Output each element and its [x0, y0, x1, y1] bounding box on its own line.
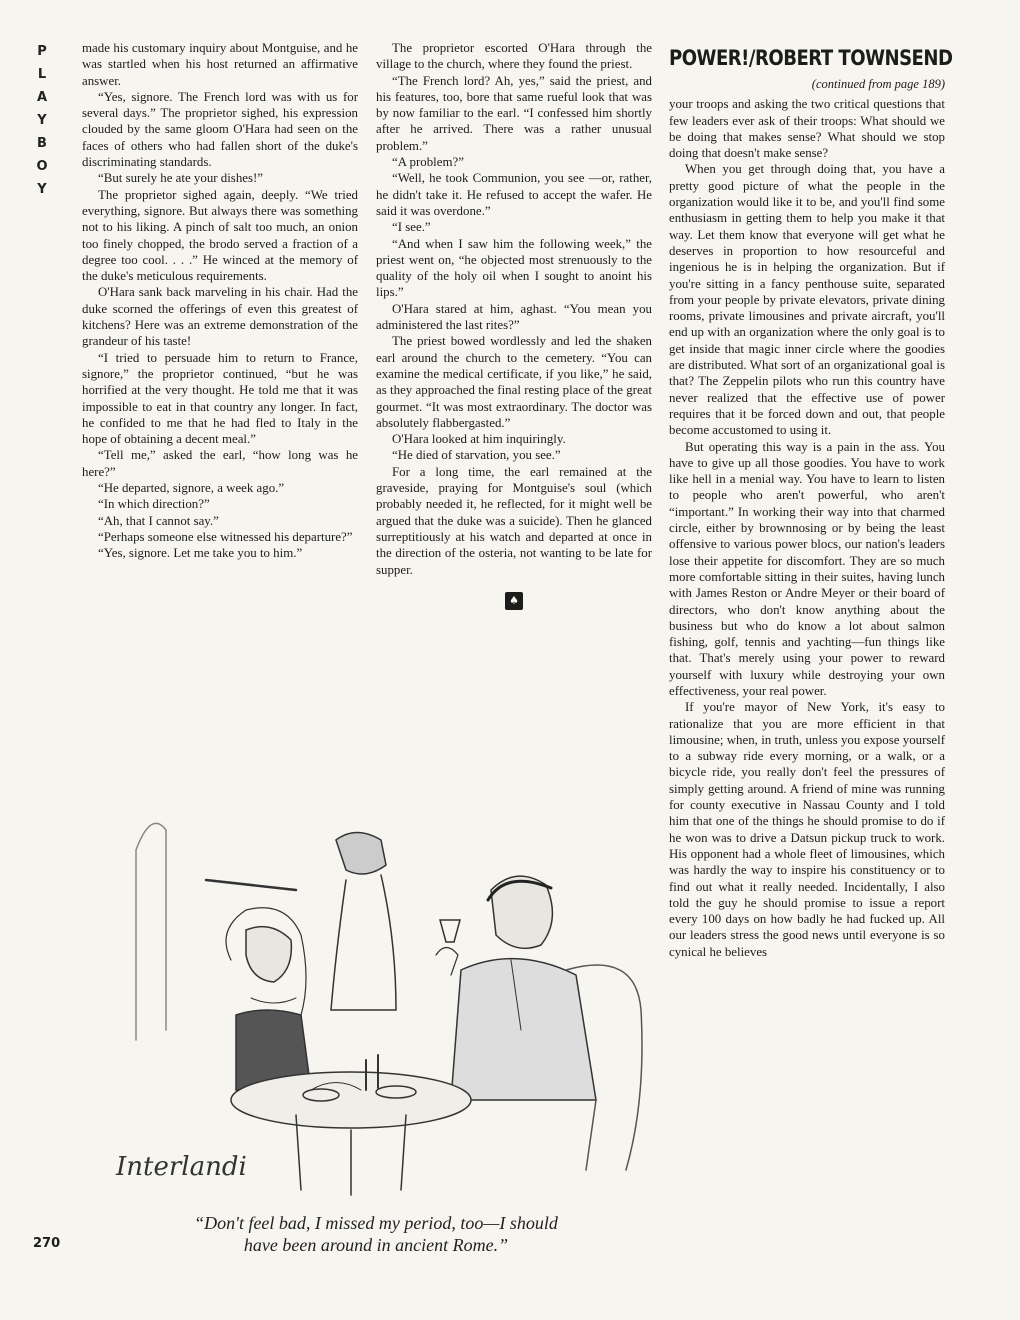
masthead-letter: O: [36, 159, 48, 174]
paragraph: If you're mayor of New York, it's easy to rationalize that you are more efficient in that limousine; when, in truth, unless you expose yourself to a subway ride every morning, or a walk, or a bicycle ride, you really don't feel the pressures of simply getting around. A friend of mine was running for county executive in Nassau County and I told him that one of the things he should promise to do if he won was to drive a Datsun pickup truck to work. His opponent had a whole fleet of limousines, which was hardly the way to inspire his constituency or to find out what it really needed. Incidentally, I also told the guy he should promise to issue a report every 100 days on how badly he had fucked up. All our leaders stress the good news until everyone is so cynical he believes: [669, 700, 945, 959]
paragraph: “Tell me,” asked the earl, “how long was he here?”: [82, 448, 358, 479]
paragraph: “I see.”: [392, 220, 431, 235]
masthead: [30, 40, 54, 201]
page-number: 270: [33, 1236, 61, 1251]
masthead-letter: Y: [37, 113, 47, 128]
story-column-1: [82, 40, 358, 562]
paragraph: For a long time, the earl remained at the graveside, praying for Montguise's soul (which probably needed it, he reflected, for it might well be argued that the duke was a suicide). Then he glanced surreptitiously at his watch and departed at once in the direction of the osteria, not wanting to be late for supper.: [376, 464, 652, 577]
masthead-letter: L: [37, 67, 47, 82]
paragraph: your troops and asking the two critical questions that few leaders ever ask of their troops: What should we be doing that makes sense? What should we stop doing that doesn't make sense?: [669, 97, 945, 161]
paragraph: “In which direction?”: [98, 497, 210, 512]
paragraph: When you get through doing that, you have a pretty good picture of what the people in the organization would like it to be, and you'll find some enthusiasm in getting them to help you make it that way. Let them know that everyone will get what he deserves in proportion to how resourceful and ingenious he is in helping the organization. But if you're sitting in a fancy penthouse suite, separated from your people by private elevators, private dining rooms, private limousines and private aircraft, you'll end up with an organization where the only goal is to get inside that magic inner circle where the goodies are distributed. What sort of an organizational goal is that? The Zeppelin pilots who run this country have never realized that the effective use of power requires that it be forced down and out, that people become accustomed to using it.: [669, 162, 945, 438]
story-column-2: [376, 40, 652, 610]
paragraph: The priest bowed wordlessly and led the shaken earl around the church to the cemetery. “You can examine the medical certificate, if you like,” he said, as they approached the final resting place of the great gourmet. “It was most extraordinary. The doctor was absolutely flabbergasted.”: [376, 334, 652, 430]
paragraph: “He died of starvation, you see.”: [392, 448, 561, 463]
paragraph: The proprietor escorted O'Hara through the village to the church, where they found the priest.: [376, 41, 652, 72]
paragraph: “But surely he ate your dishes!”: [98, 171, 264, 186]
paragraph: “I tried to persuade him to return to France, signore,” the proprietor continued, “but he was horrified at the very thought. He told me that it was impossible to eat in that country any longer. In fact, he confided to me that he had fled to Italy in the hope of obtaining a decent meal.”: [82, 350, 358, 447]
masthead-letter: A: [36, 90, 48, 105]
article-headline: POWER!/ROBERT TOWNSEND: [669, 46, 953, 70]
paragraph: “The French lord? Ah, yes,” said the priest, and his features, too, bore that same rueful look that was by now familiar to the earl. “I confessed him shortly after he arrived. There was a rather unusual problem.”: [376, 73, 652, 153]
paragraph: O'Hara looked at him inquiringly.: [392, 432, 566, 447]
paragraph: made his customary inquiry about Montguise, and he was startled when his host returned an affirmative answer.: [82, 41, 358, 88]
paragraph: O'Hara stared at him, aghast. “You mean you administered the last rites?”: [376, 301, 652, 333]
article-column: [669, 44, 953, 960]
continued-line: (continued from page 189): [811, 77, 945, 91]
paragraph: “Ah, that I cannot say.”: [98, 513, 219, 528]
caption-line: “Don't feel bad, I missed my period, too—I should: [194, 1213, 558, 1233]
paragraph: “He departed, signore, a week ago.”: [98, 481, 285, 496]
end-mark-icon: ♠: [505, 592, 523, 610]
cartoon-caption: [96, 1212, 656, 1256]
paragraph: “Well, he took Communion, you see —or, rather, he didn't take it. He refused to accept the wafer. He said it was overdone.”: [376, 171, 652, 218]
masthead-letter: Y: [37, 182, 47, 197]
paragraph: But operating this way is a pain in the ass. You have to give up all those goodies. You have to work like hell in a menial way. You have to learn to listen to people who aren't powerful, who aren't “important.” In working their way into that charmed circle, either by brownnosing or by being the least offensive to various power blocs, our nation's leaders lose their appetite for discomfort. They are so much more comfortable sitting in their suites, having lunch with James Reston or Andre Meyer or their board of directors, who don't know anything about the business but who do know a lot about salmon fishing, golf, tennis and yachting—fun things like that. That's merely using your power to reward yourself with luxury while destroying your own effectiveness, your real power.: [669, 439, 945, 698]
paragraph: The proprietor sighed again, deeply. “We tried everything, signore. But always there was something not to his liking. A pinch of salt too much, an onion too finely chopped, the brodo served a fraction of a degree too cool. . . .” He winced at the memory of the duke's meticulous requirements.: [82, 187, 358, 284]
cartoon-illustration: [96, 770, 656, 1210]
paragraph: “A problem?”: [392, 155, 464, 170]
cartoonist-signature: Interlandi: [116, 1152, 247, 1182]
paragraph: O'Hara sank back marveling in his chair. Had the duke scorned the offerings of even this greatest of kitchens? Here was an extreme demonstration of the grandeur of his taste!: [82, 285, 358, 349]
paragraph: “And when I saw him the following week,” the priest went on, “he objected most strenuously to the quality of the holy oil when I sought to anoint his lips.”: [376, 236, 652, 300]
paragraph: “Perhaps someone else witnessed his departure?”: [98, 529, 353, 544]
paragraph: “Yes, signore. Let me take you to him.”: [98, 546, 303, 561]
masthead-letter: B: [37, 136, 47, 151]
paragraph: “Yes, signore. The French lord was with us for several days.” The proprietor sighed, his expression clouded by the same gloom O'Hara had seen on the faces of others who had fallen short of the duke's discriminating standards.: [82, 89, 358, 170]
masthead-letter: P: [37, 44, 47, 59]
caption-line: have been around in ancient Rome.”: [243, 1235, 509, 1255]
